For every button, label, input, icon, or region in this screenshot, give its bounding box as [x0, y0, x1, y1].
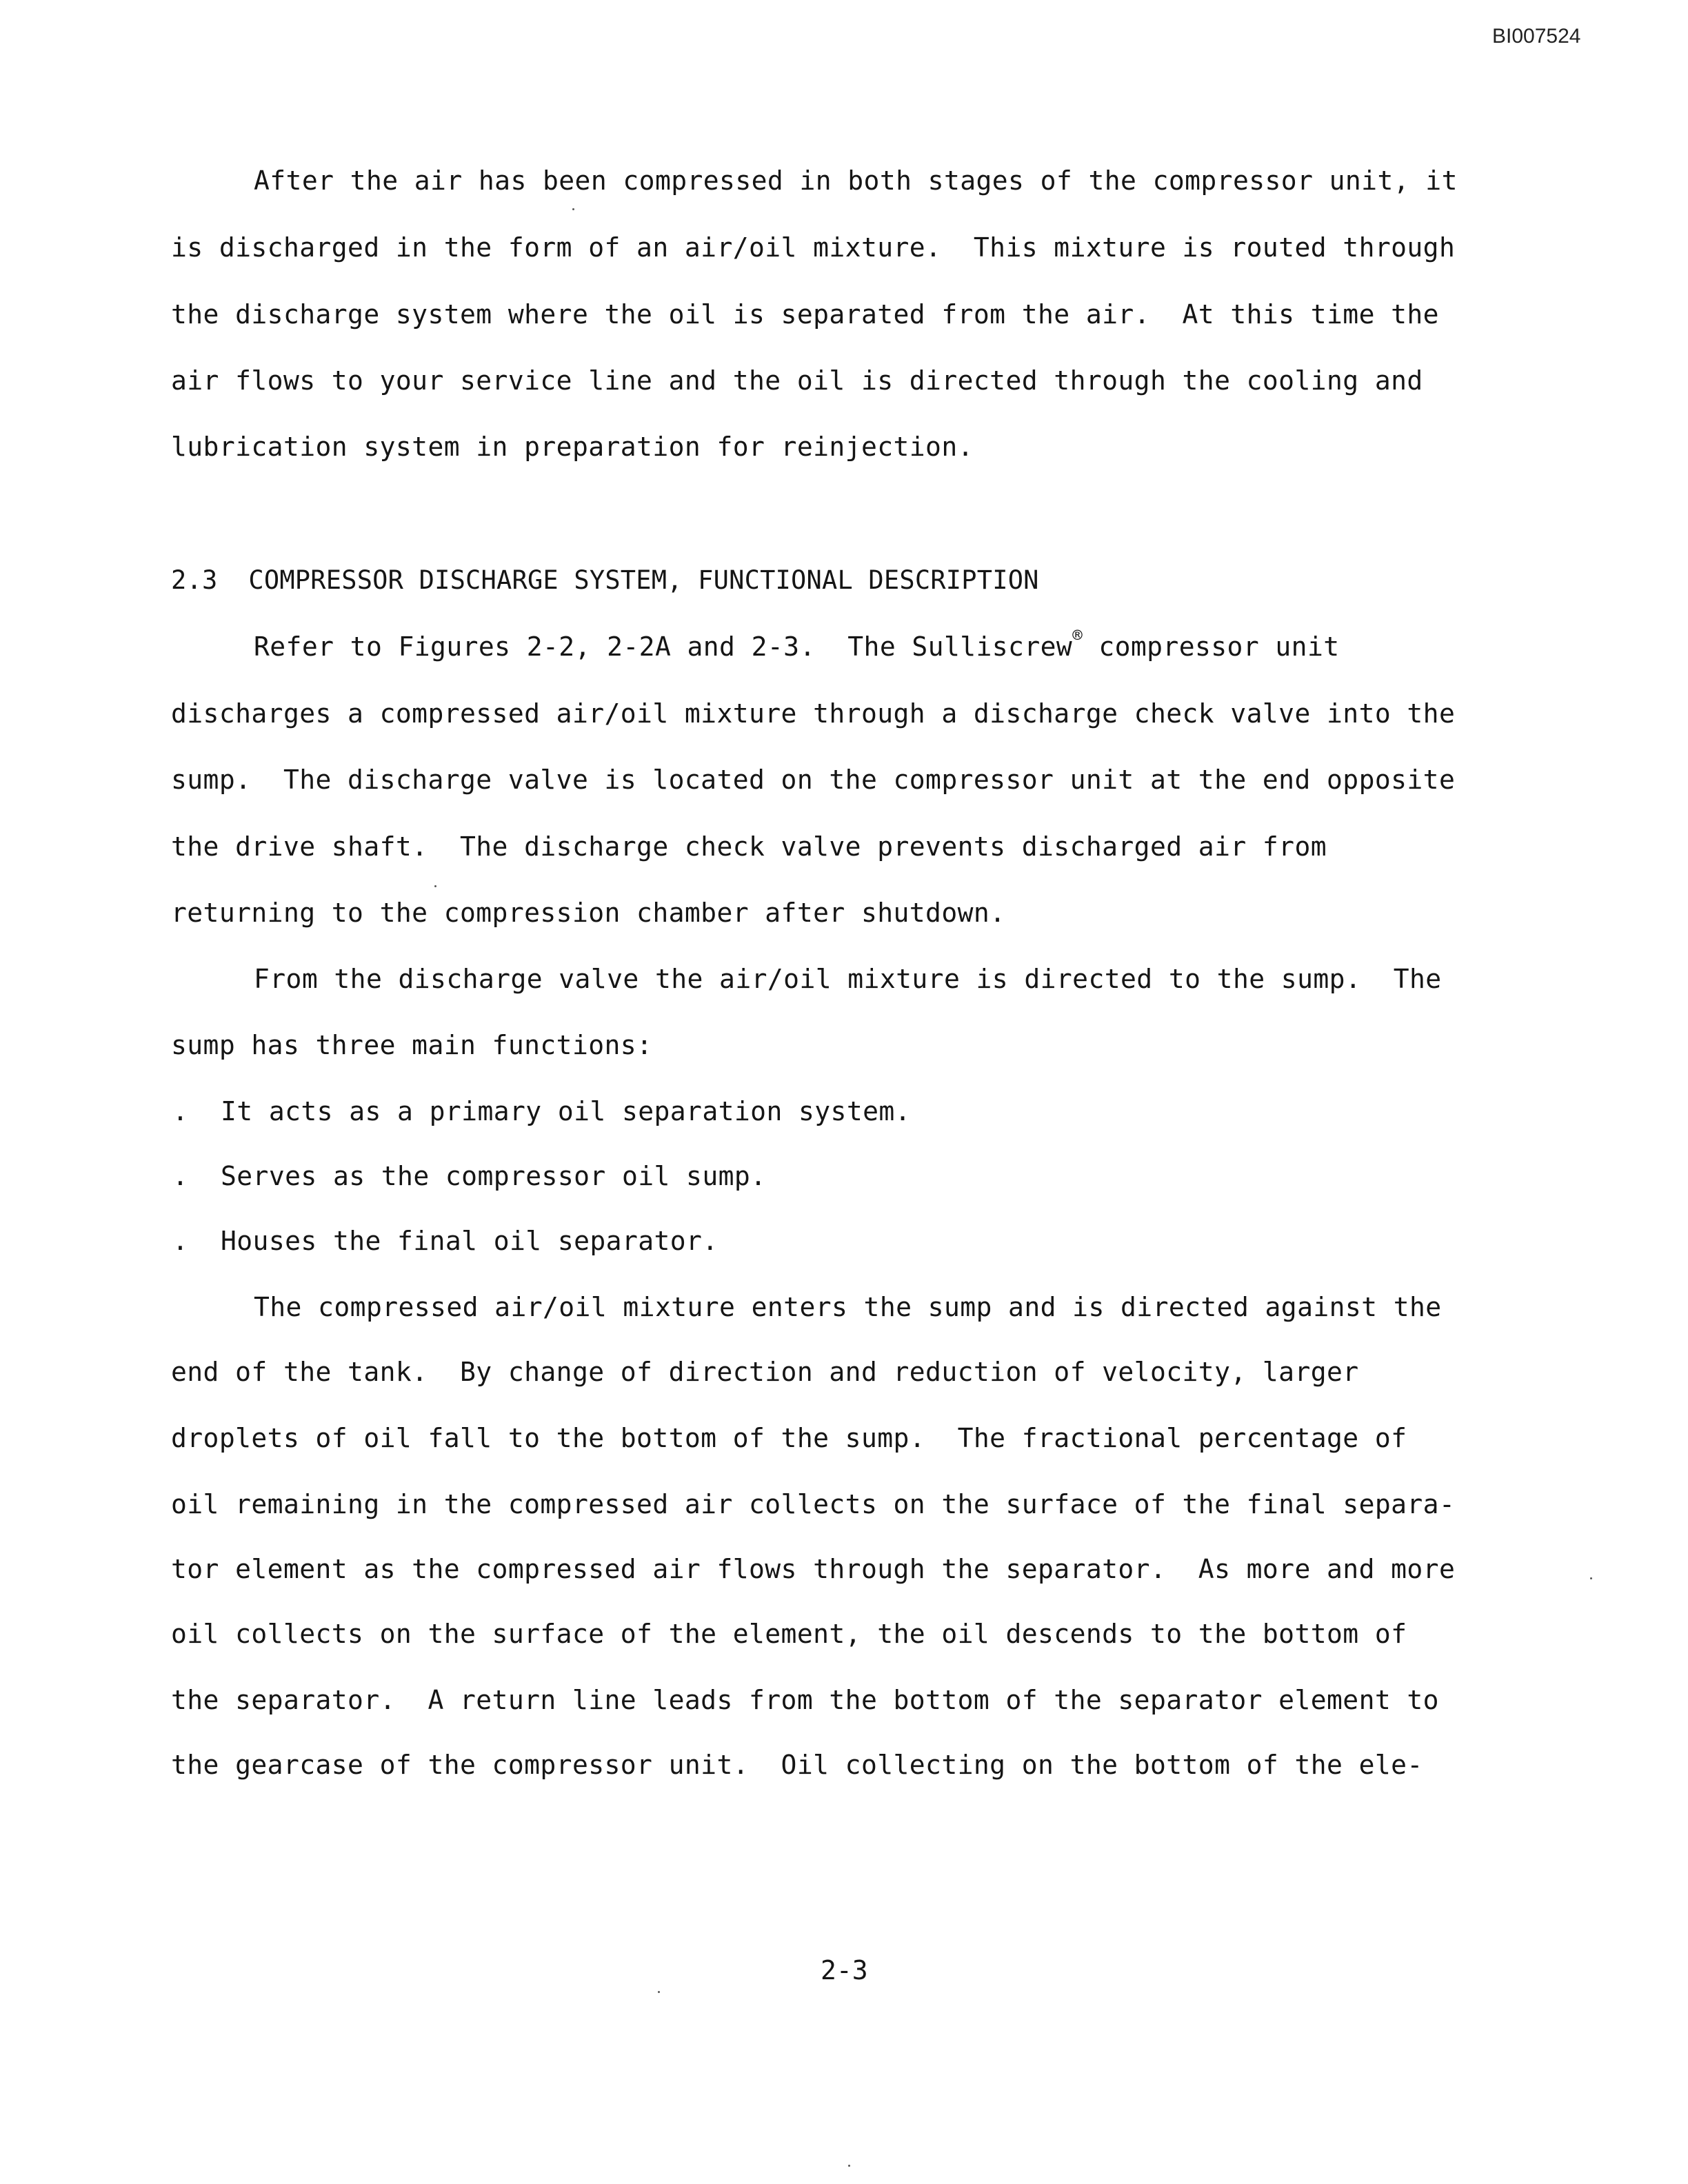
section-p1-line-1-start: Refer to Figures 2-2, 2-2A and 2-3. The Sulliscrew	[254, 631, 1073, 662]
section-p3-line-6: oil collects on the surface of the element, the oil descends to the bottom of	[171, 1619, 1407, 1649]
bullet-marker: .	[172, 1226, 188, 1256]
section-p1-line-1	[254, 625, 1340, 662]
section-p3-line-5: tor element as the compressed air flows through the separator. As more and more	[171, 1554, 1456, 1584]
document-id: BI007524	[1492, 25, 1581, 48]
intro-line-1: After the air has been compressed in both stages of the compressor unit, it	[254, 165, 1458, 196]
bullet-marker: .	[172, 1161, 188, 1191]
section-p3-line-4: oil remaining in the compressed air collects on the surface of the final separa-	[171, 1489, 1456, 1519]
section-p3-line-3: droplets of oil fall to the bottom of the sump. The fractional percentage of	[171, 1423, 1407, 1453]
section-heading: 2.3 COMPRESSOR DISCHARGE SYSTEM, FUNCTIONAL DESCRIPTION	[171, 565, 1039, 595]
intro-line-4: air flows to your service line and the oil is directed through the cooling and	[171, 365, 1423, 396]
section-p1-line-2: discharges a compressed air/oil mixture through a discharge check valve into the	[171, 698, 1456, 729]
scan-speck	[658, 1991, 660, 1993]
scan-speck	[434, 885, 436, 887]
section-p3-line-8: the gearcase of the compressor unit. Oil collecting on the bottom of the ele-	[171, 1750, 1423, 1780]
section-p3-line-7: the separator. A return line leads from the bottom of the separator element to	[171, 1685, 1439, 1715]
section-p2-line-1: From the discharge valve the air/oil mixture is directed to the sump. The	[254, 964, 1442, 994]
section-p3-line-2: end of the tank. By change of direction and reduction of velocity, larger	[171, 1357, 1359, 1387]
scan-speck	[848, 2165, 850, 2167]
intro-line-5: lubrication system in preparation for reinjection.	[171, 432, 974, 462]
section-p1-line-3: sump. The discharge valve is located on the compressor unit at the end opposite	[171, 765, 1456, 795]
intro-line-2: is discharged in the form of an air/oil mixture. This mixture is routed through	[171, 232, 1456, 263]
scan-speck	[1590, 1577, 1592, 1579]
list-item-text: It acts as a primary oil separation system.	[221, 1096, 911, 1126]
scan-speck	[572, 208, 574, 210]
page-number: 2-3	[821, 1955, 868, 1985]
list-item-text: Serves as the compressor oil sump.	[221, 1161, 767, 1191]
section-p3-line-1: The compressed air/oil mixture enters the sump and is directed against the	[254, 1292, 1442, 1322]
intro-line-3: the discharge system where the oil is separated from the air. At this time the	[171, 299, 1439, 330]
section-p1-line-5: returning to the compression chamber after shutdown.	[171, 898, 1006, 928]
registered-trademark: ®	[1072, 625, 1083, 645]
section-p2-line-2: sump has three main functions:	[171, 1030, 653, 1060]
bullet-marker: .	[172, 1096, 188, 1126]
list-item-text: Houses the final oil separator.	[221, 1226, 719, 1256]
section-p1-line-4: the drive shaft. The discharge check valve prevents discharged air from	[171, 831, 1327, 862]
section-p1-line-1-end: compressor unit	[1083, 631, 1340, 662]
